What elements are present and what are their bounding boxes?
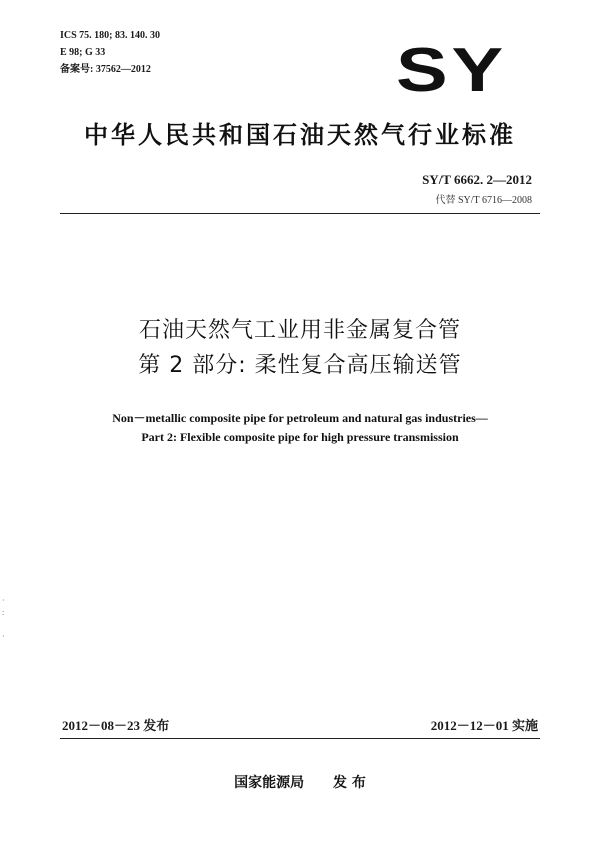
issue-date: 2012－08－23 发布 (62, 718, 170, 733)
chinese-title-line-1: 石油天然气工业用非金属复合管 (138, 318, 461, 343)
implementation-date: 2012－12－01 实施 (430, 718, 538, 733)
issuing-organization: 国家能源局 (234, 775, 305, 791)
bottom-divider (60, 738, 540, 739)
record-number: 备案号: 37562—2012 (60, 64, 151, 75)
classification-block (60, 27, 160, 78)
issue-action: 发 布 (333, 775, 366, 791)
scan-edge-marks: · : · (2, 596, 5, 641)
standard-number: SY/T 6662. 2—2012 (422, 172, 532, 187)
issuer-line (0, 772, 600, 792)
chinese-title-line-2: 第 2 部分: 柔性复合高压输送管 (138, 353, 462, 378)
english-title-line-2: Part 2: Flexible composite pipe for high pressure transmission (141, 430, 459, 444)
top-divider (60, 213, 540, 214)
replaces-standard: 代替 SY/T 6716—2008 (435, 195, 532, 206)
sy-logo: SY (396, 36, 507, 105)
class-code: E 98; G 33 (60, 47, 106, 58)
ics-code: ICS 75. 180; 83. 140. 30 (60, 30, 161, 41)
standard-category-title: 中华人民共和国石油天然气行业标准 (84, 121, 516, 149)
english-title-line-1: Non－metallic composite pipe for petroleum and natural gas industries— (112, 411, 488, 425)
